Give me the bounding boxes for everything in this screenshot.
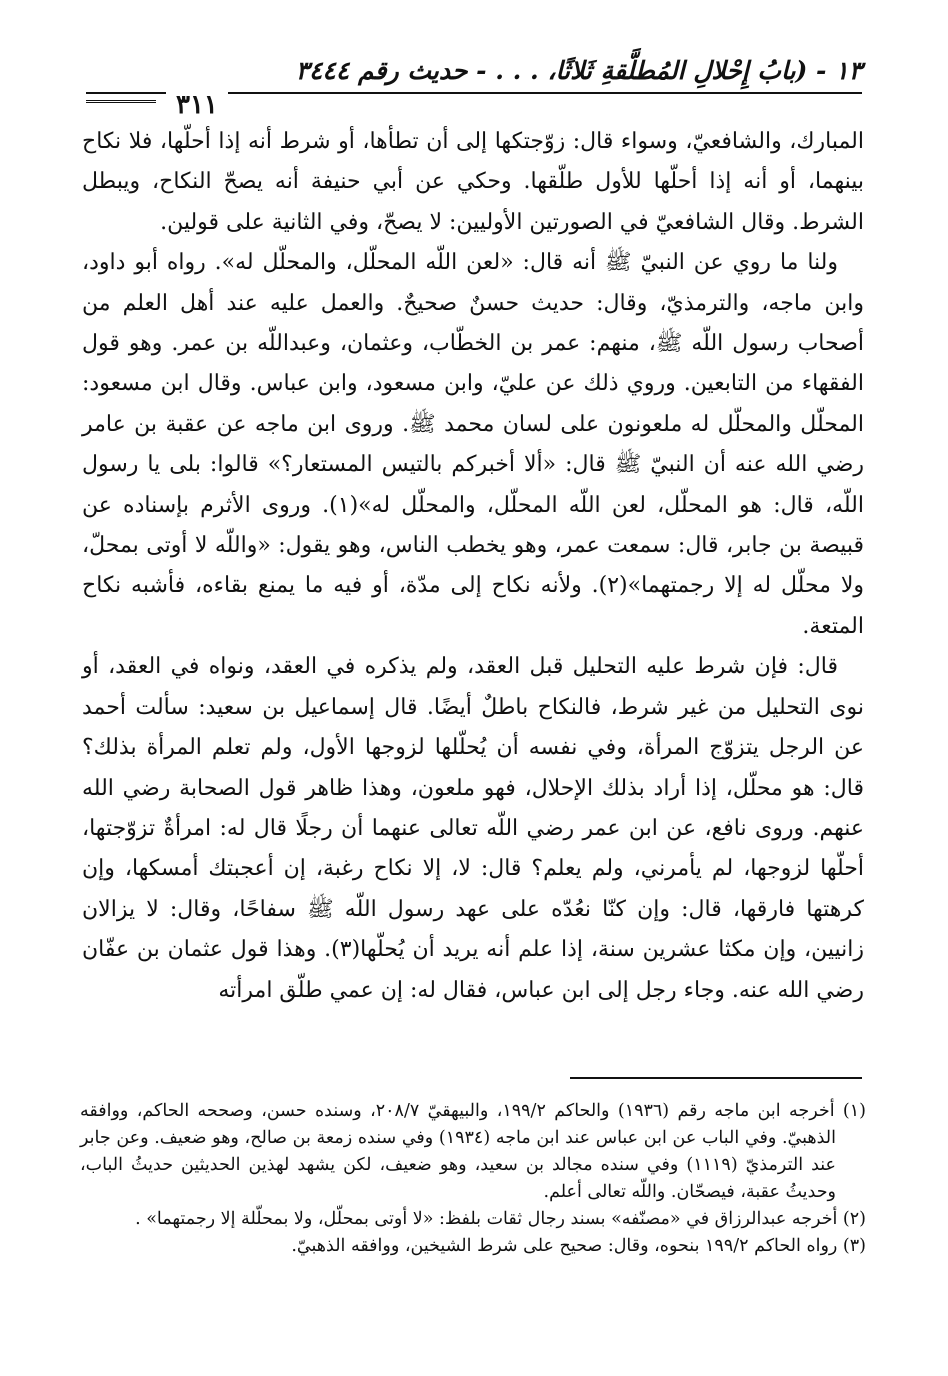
main-text (82, 122, 864, 1011)
page-header (86, 52, 862, 120)
paragraph: ولنا ما روي عن النبيّ ﷺ أنه قال: «لعن اللّه المحلّل، والمحلّل له». رواه أبو داود، وابن ماجه، والترمذيّ، وقال: حديث حسنٌ صحيحٌ. والعمل عليه عند أهل العلم من أصحاب رسول اللّه ﷺ، منهم: عمر بن الخطّاب، وعثمان، وعبداللّه بن عمر. وهو قول الفقهاء من التابعين. وروي ذلك عن عليّ، وابن مسعود، وابن عباس. وقال ابن مسعود: المحلّل والمحلّل له ملعونون على لسان محمد ﷺ. وروى ابن ماجه عن عقبة بن عامر رضي الله عنه أن النبيّ ﷺ قال: «ألا أخبركم بالتيس المستعار؟» قالوا: بلى يا رسول اللّه، قال: هو المحلّل، لعن اللّه المحلّل، والمحلّل له»(١). وروى الأثرم بإسناده عن قبيصة بن جابر، قال: سمعت عمر، وهو يخطب الناس، وهو يقول: «واللّه لا أوتى بمحلّ، ولا محلّل له إلا رجمتهما»(٢). ولأنه نكاح إلى مدّة، أو فيه ما يمنع بقاءه، فأشبه نكاح المتعة. (82, 250, 864, 639)
running-title: ١٣ - (بابُ إِحْلالِ المُطلَّقةِ ثَلاثًا، . . . - حديث رقم ٣٤٤٤ (295, 56, 862, 85)
footnote: (١) أخرجه ابن ماجه رقم (١٩٣٦) والحاكم ١٩٩/٢، والبيهقيّ ٢٠٨/٧، وسنده حسن، وصححه الحاكم، ووافقه الذهبيّ. وفي الباب عن ابن عباس عند ابن ماجه (١٩٣٤) وفي سنده زمعة بن صالح، وهو ضعيف. وعن جابر عند الترمذيّ (١١١٩) وفي سنده مجالد بن سعيد، وهو ضعيف، لكن يشهد لهذين الحديثين حديثُ الباب، وحديثُ عقبة، فيصحّان. واللّه تعالى أعلم. (80, 1101, 866, 1202)
footnote-separator (570, 1077, 862, 1079)
paragraph: المبارك، والشافعيّ، وسواء قال: زوّجتكها إلى أن تطأها، أو شرط أنه إذا أحلّها، فلا نكاح بينهما، أو أنه إذا أحلّها للأول طلّقها. وحكي عن أبي حنيفة أنه يصحّ النكاح، ويبطل الشرط. وقال الشافعيّ في الصورتين الأوليين: لا يصحّ، وفي الثانية على قولين. (82, 129, 864, 235)
page-number: ٣١١ (166, 90, 228, 120)
footnote: (٣) رواه الحاكم ١٩٩/٢ بنحوه، وقال: صحيح على شرط الشيخين، ووافقه الذهبيّ. (291, 1236, 866, 1256)
footnotes (80, 1098, 866, 1260)
page-number-rule (86, 100, 156, 107)
paragraph: قال: فإن شرط عليه التحليل قبل العقد، ولم يذكره في العقد، ونواه في العقد، أو نوى التحليل من غير شرط، فالنكاح باطلٌ أيضًا. قال إسماعيل بن سعيد: سألت أحمد عن الرجل يتزوّج المرأة، وفي نفسه أن يُحلّلها لزوجها الأول، ولم تعلم المرأة بذلك؟ قال: هو محلّل، إذا أراد بذلك الإحلال، فهو ملعون، وهذا ظاهر قول الصحابة رضي الله عنهم. وروى نافع، عن ابن عمر رضي اللّه تعالى عنهما أن رجلًا قال له: امرأةٌ تزوّجتها، أحلّها لزوجها، لم يأمرني، ولم يعلم؟ قال: لا، إلا نكاح رغبة، إن أعجبتك أمسكها، وإن كرهتها فارقها، قال: وإن كنّا نعُدّه على عهد رسول اللّه ﷺ سفاحًا، وقال: لا يزالان زانيين، وإن مكثا عشرين سنة، إذا علم أنه يريد أن يُحلّها(٣). وهذا قول عثمان بن عفّان رضي الله عنه. وجاء رجل إلى ابن عباس، فقال له: إن عمي طلّق امرأته (82, 654, 865, 1003)
footnote: (٢) أخرجه عبدالرزاق في «مصنّفه» بسند رجال ثقات بلفظ: «لا أوتى بمحلّل، ولا بمحلّلة إلا رجمتهما» . (135, 1209, 866, 1229)
